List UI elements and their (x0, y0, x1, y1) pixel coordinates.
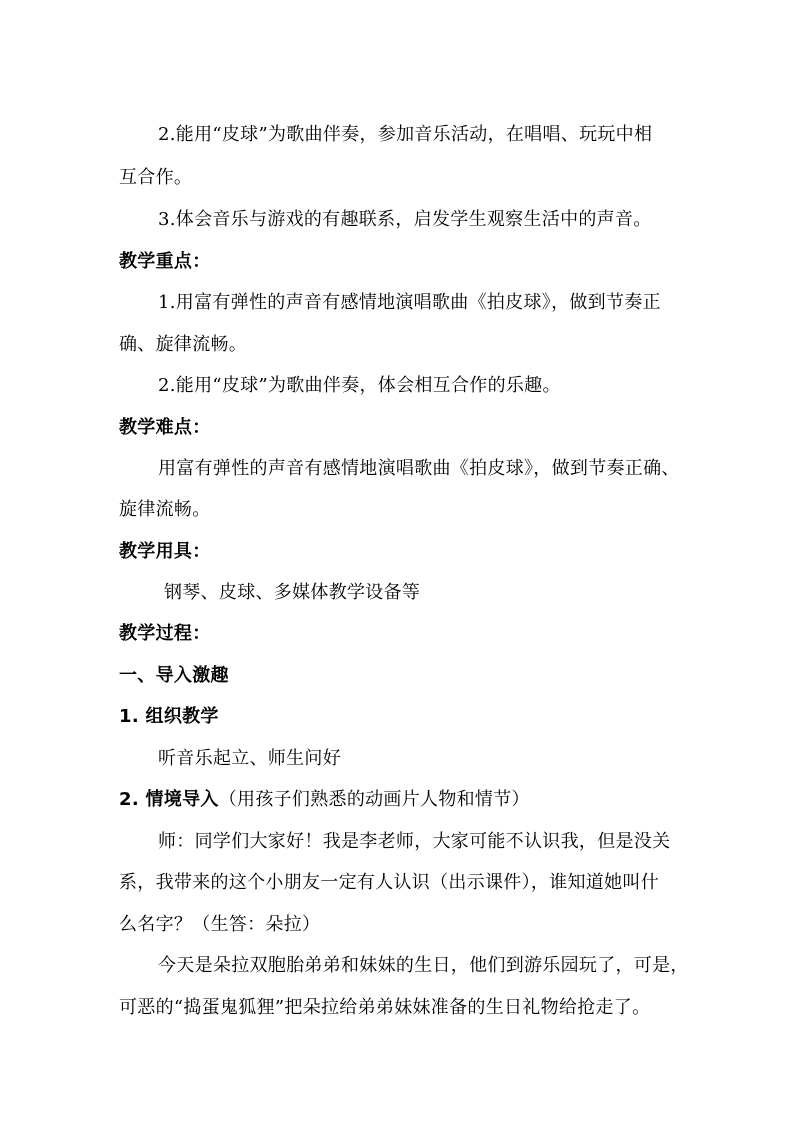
process-step-1: 1. 组织教学 (119, 706, 219, 727)
tools-heading: 教学用具： (119, 541, 211, 562)
process-step-2-label: 2. 情境导入 (119, 789, 219, 810)
process-step-1-text: 听音乐起立、师生问好 (158, 748, 341, 769)
key-points-heading: 教学重点： (119, 251, 211, 272)
process-step-2 (119, 788, 679, 812)
paragraph-1-line-1: 师：同学们大家好！我是李老师，大家可能不认识我，但是没关 (158, 831, 671, 852)
key-point-1-line-2: 确、旋律流畅。 (119, 334, 248, 355)
process-step-2-note: （用孩子们熟悉的动画片人物和情节） (218, 789, 530, 810)
objective-2-line-2: 互合作。 (119, 167, 193, 188)
paragraph-1-line-3: 么名字？（生答：朵拉） (119, 914, 321, 935)
paragraph-2-line-1: 今天是朵拉双胞胎弟弟和妹妹的生日，他们到游乐园玩了，可是， (158, 955, 689, 976)
process-heading: 教学过程： (119, 623, 211, 644)
paragraph-2-line-2: 可恶的“捣蛋鬼狐狸”把朵拉给弟弟妹妹准备的生日礼物给抢走了。 (119, 997, 651, 1018)
objective-2-line-1: 2.能用“皮球”为歌曲伴奏，参加音乐活动，在唱唱、玩玩中相 (158, 124, 653, 145)
key-point-1-line-1: 1.用富有弹性的声音有感情地演唱歌曲《拍皮球》，做到节奏正 (158, 292, 661, 313)
objective-3: 3.体会音乐与游戏的有趣联系，启发学生观察生活中的声音。 (158, 209, 652, 230)
tools-text: 钢琴、皮球、多媒体教学设备等 (164, 582, 421, 603)
process-section-1: 一、导入激趣 (119, 665, 229, 686)
key-point-2: 2.能用“皮球”为歌曲伴奏，体会相互合作的乐趣。 (158, 375, 561, 396)
difficulties-line-2: 旋律流畅。 (119, 499, 211, 520)
difficulties-line-1: 用富有弹性的声音有感情地演唱歌曲《拍皮球》，做到节奏正确、 (158, 458, 680, 479)
paragraph-1-line-2: 系，我带来的这个小朋友一定有人认识（出示课件），谁知道她叫什 (119, 872, 659, 893)
difficulties-heading: 教学难点： (119, 417, 211, 438)
